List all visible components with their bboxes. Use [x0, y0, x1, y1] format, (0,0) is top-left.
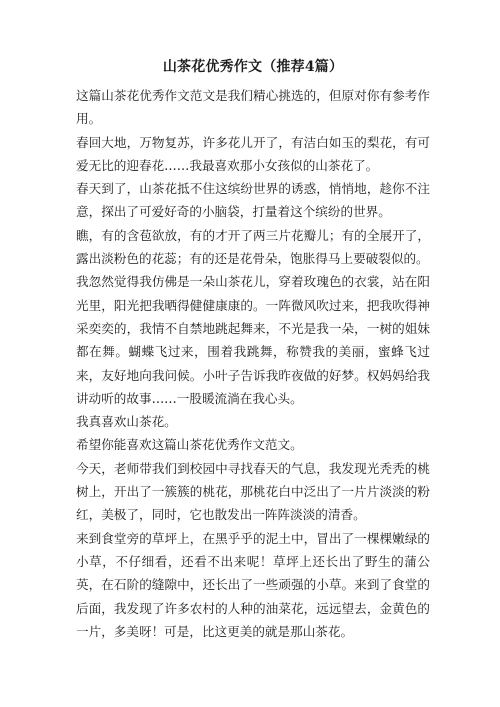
- paragraph-4: 瞧，有的含苞欲放，有的才开了两三片花瓣儿；有的全展开了，露出淡粉色的花蕊；有的还是花骨朵，饱胀得马上要破裂似的。: [76, 227, 430, 267]
- paragraph-7: 希望你能喜欢这篇山茶花优秀作文范文。: [76, 437, 303, 453]
- paragraph-1: 这篇山茶花优秀作文范文是我们精心挑选的，但原对你有参考作用。: [76, 88, 430, 127]
- paragraph-2: 春回大地，万物复苏，许多花儿开了，有洁白如玉的梨花，有可爱无比的迎春花……我最喜欢那小女孩似的山茶花了。: [76, 134, 430, 173]
- paragraph-9: 来到食堂旁的草坪上，在黑乎乎的泥土中，冒出了一棵棵嫩绿的小草，不仔细看，还看不出来呢！草坪上还长出了野生的蒲公英，在石阶的缝隙中，还长出了一些顽强的小草。来到了食堂的后面，我发现了许多农村的人种的油菜花，远远望去，金黄色的一片，多美呀！可是，比这更美的就是那山茶花。: [76, 530, 430, 639]
- paragraph-5: 我忽然觉得我仿佛是一朵山茶花儿，穿着玫瑰色的衣裳，站在阳光里，阳光把我晒得健健康康的。一阵微风吹过来，把我吹得神采奕奕的，我情不自禁地跳起舞来，不光是我一朵，一树的姐妹都在舞。蝴蝶飞过来，围着我跳舞，称赞我的美丽，蜜蜂飞过来，友好地向我问候。小叶子告诉我昨夜做的好梦。权妈妈给我讲动听的故事……一股暖流淌在我心头。: [76, 274, 430, 406]
- paragraph-8: 今天，老师带我们到校园中寻找春天的气息，我发现光秃秃的桃树上，开出了一簇簇的桃花，那桃花白中泛出了一片片淡淡的粉红，美极了，同时，它也散发出一阵阵淡淡的清香。: [76, 460, 430, 523]
- paragraph-6: 我真喜欢山茶花。: [76, 414, 177, 430]
- paragraph-3: 春天到了，山茶花抵不住这缤纷世界的诱惑，悄悄地，趁你不注意，探出了可爱好奇的小脑袋，打量着这个缤纷的世界。: [76, 181, 430, 220]
- document-title: 山茶花优秀作文（推荐4篇）: [162, 59, 344, 75]
